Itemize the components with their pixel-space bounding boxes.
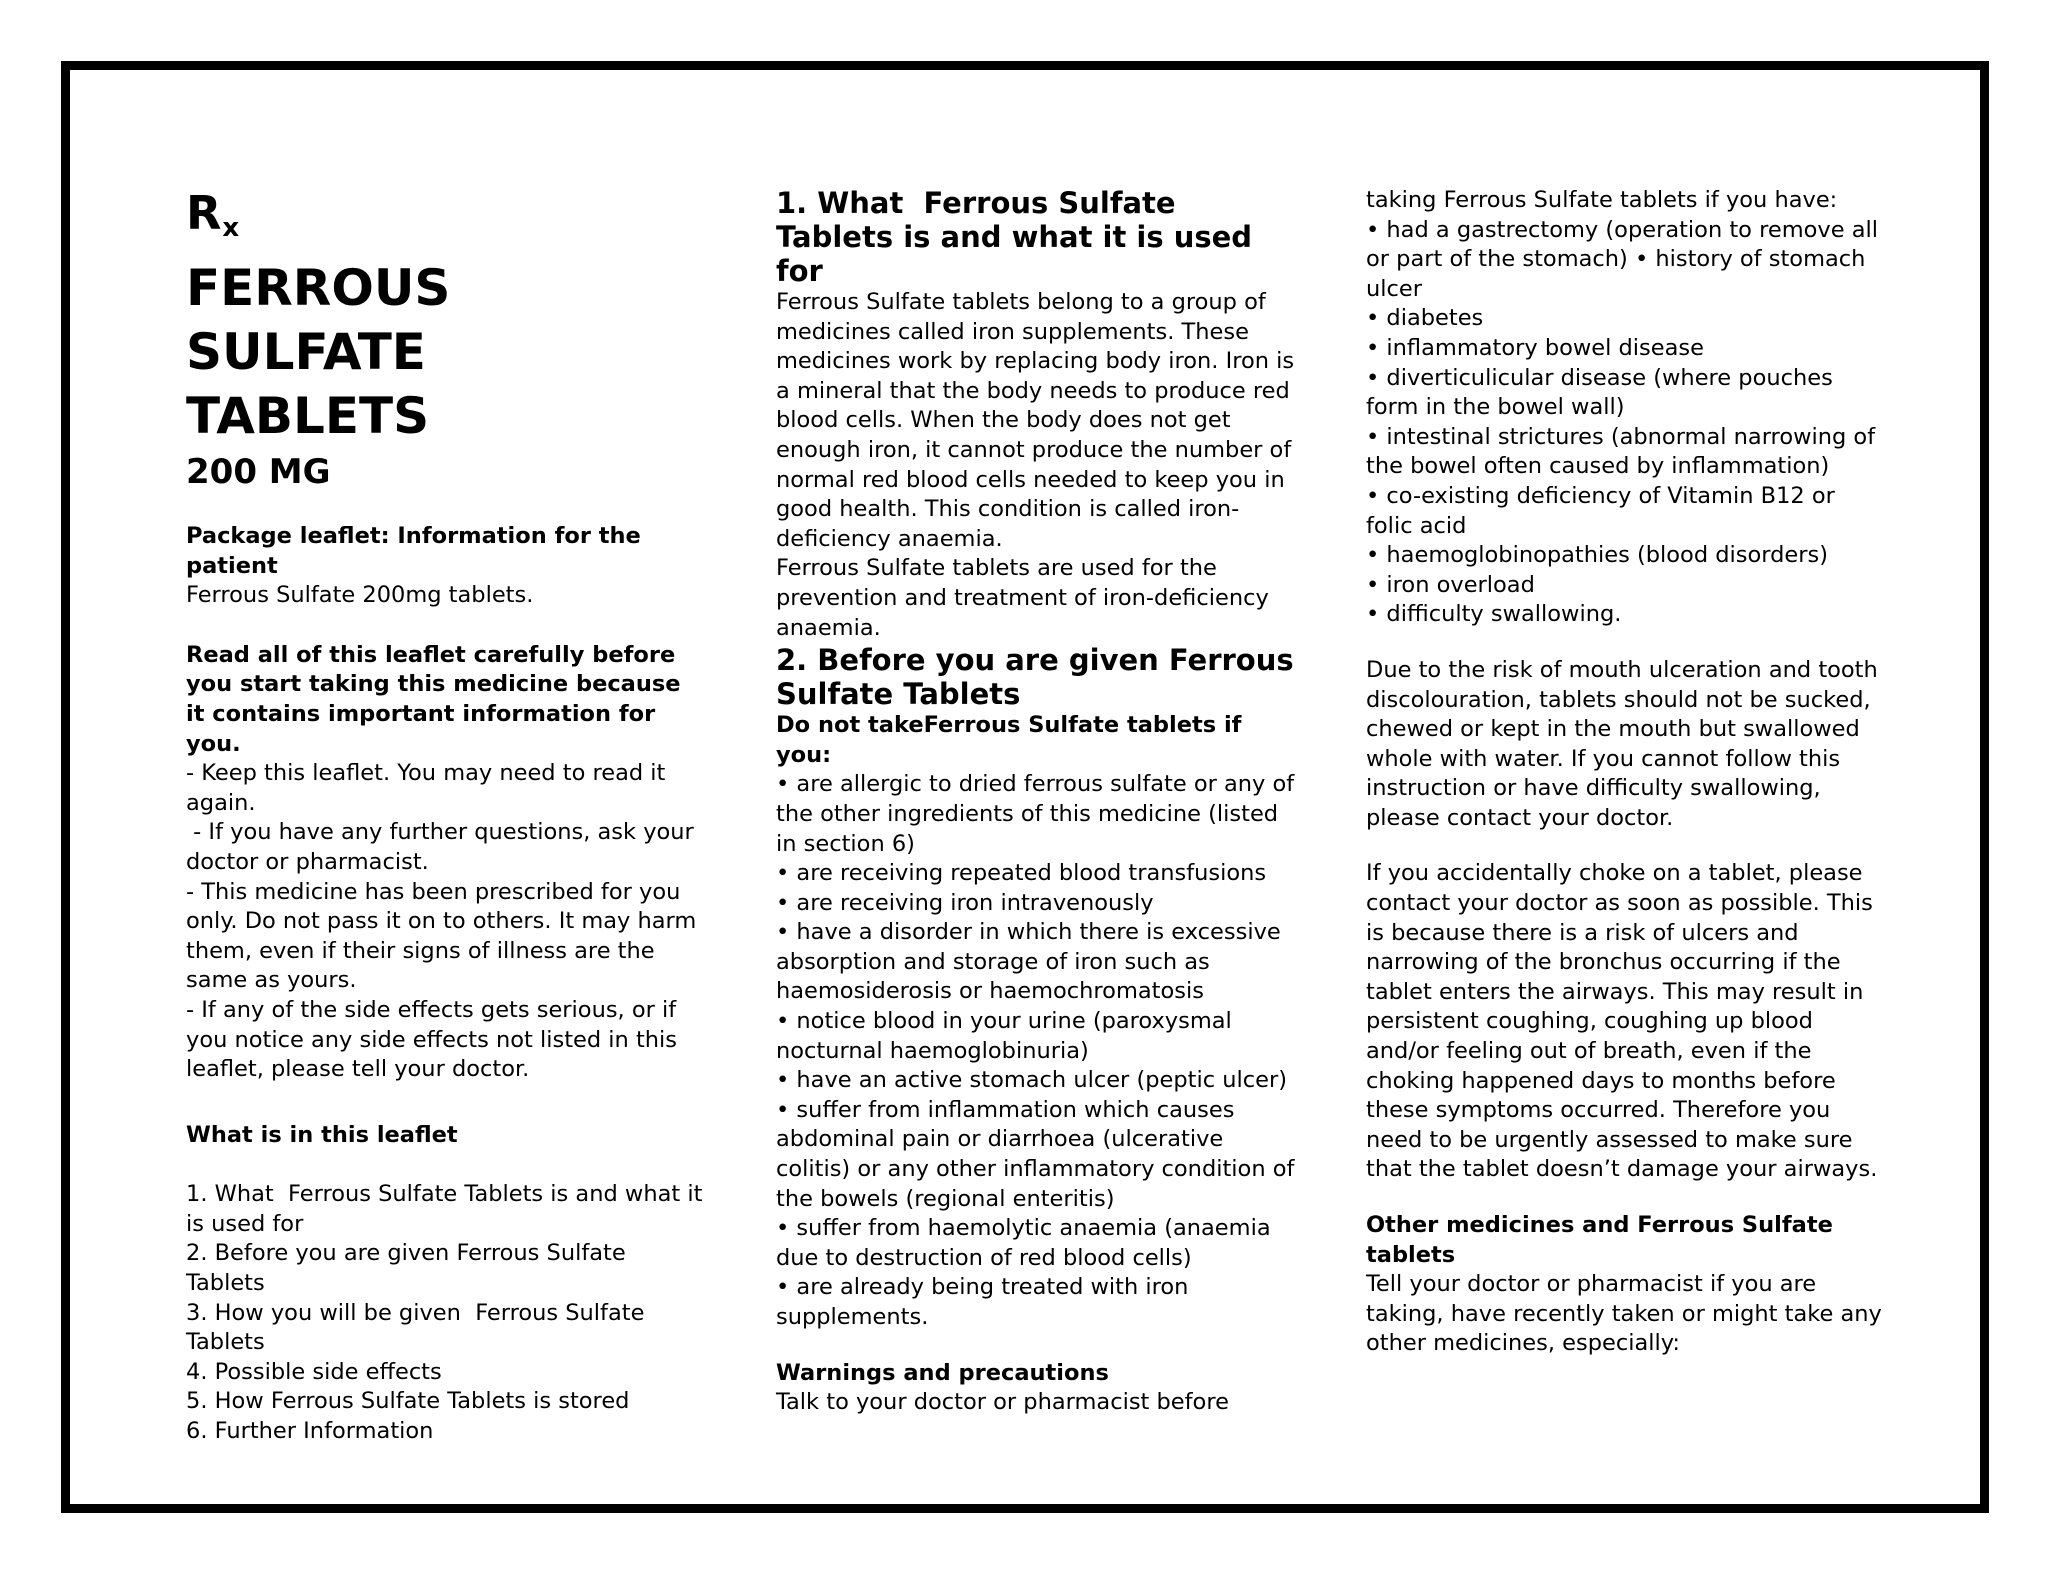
list-item: • suffer from haemolytic anaemia (anaemia due to destruction of red blood cells) — [776, 1215, 1271, 1271]
product-name: Ferrous Sulfate 200mg tablets. — [186, 582, 534, 609]
list-item: • are receiving repeated blood transfusions — [776, 860, 1267, 887]
list-item: 5. How Ferrous Sulfate Tablets is stored — [186, 1388, 630, 1415]
list-item: 6. Further Information — [186, 1418, 434, 1445]
section-2-heading: 2. Before you are given Ferrous Sulfate Tablets — [776, 643, 1294, 712]
list-item: • suffer from inflammation which causes abdominal pain or diarrhoea (ulcerative colitis) or any other inflammatory condition of the bowels (regional enteritis) — [776, 1096, 1295, 1212]
list-item: • iron overload — [1366, 571, 1535, 598]
contents-list — [186, 1180, 710, 1446]
warnings-intro: Talk to your doctor or pharmacist before — [776, 1389, 1229, 1416]
section-1-paragraph: Ferrous Sulfate tablets are used for the prevention and treatment of iron-deficiency anaemia. — [776, 555, 1269, 641]
list-item: 2. Before you are given Ferrous Sulfate Tablets — [186, 1240, 626, 1297]
list-item: - If you have any further questions, ask your doctor or pharmacist. — [186, 819, 701, 875]
other-medicines-heading: Other medicines and Ferrous Sulfate tablets — [1366, 1212, 1833, 1268]
list-item: - Keep this leaflet. You may need to read it again. — [186, 760, 673, 816]
do-not-take-heading: Do not takeFerrous Sulfate tablets if you: — [776, 712, 1242, 768]
product-strength: 200 MG — [186, 452, 331, 492]
read-carefully-heading: Read all of this leaflet carefully before you start taking this medicine because it contains important information for you. — [186, 641, 681, 757]
list-item: • co-existing deficiency of Vitamin B12 or folic acid — [1366, 482, 1835, 539]
list-item: • had a gastrectomy (operation to remove all or part of the stomach) • history of stomach ulcer — [1366, 216, 1878, 302]
list-item: • are receiving iron intravenously — [776, 889, 1154, 916]
list-item: • have a disorder in which there is excessive absorption and storage of iron such as haemosiderosis or haemochromatosis — [776, 919, 1281, 1005]
product-title-line-1: FERROUS SULFATE — [186, 259, 451, 381]
other-medicines-paragraph: Tell your doctor or pharmacist if you are taking, have recently taken or might take any other medicines, especially: — [1366, 1271, 1882, 1357]
list-item: 4. Possible side effects — [186, 1358, 442, 1385]
list-item: • are allergic to dried ferrous sulfate or any of the other ingredients of this medicine (listed in section 6) — [776, 771, 1295, 857]
list-item: • haemoglobinopathies (blood disorders) — [1366, 542, 1829, 569]
list-item: 1. What Ferrous Sulfate Tablets is and what it is used for — [186, 1181, 710, 1237]
product-title-line-2: TABLETS — [186, 387, 430, 445]
section-1-heading: 1. What Ferrous Sulfate Tablets is and what it is used for — [776, 186, 1263, 288]
list-item: 3. How you will be given Ferrous Sulfate Tablets — [186, 1299, 652, 1356]
list-item: • notice blood in your urine (paroxysmal nocturnal haemoglobinuria) — [776, 1008, 1232, 1064]
leaflet-heading: Package leaflet: Information for the patient — [186, 523, 641, 579]
list-item: • have an active stomach ulcer (peptic ulcer) — [776, 1067, 1287, 1094]
list-item: - If any of the side effects gets serious, or if you notice any side effects not listed in this leaflet, please tell your doctor. — [186, 996, 678, 1083]
section-1-paragraph: Ferrous Sulfate tablets belong to a group of medicines called iron supplements. These medicines work by replacing body iron. Iron is a mineral that the body needs to produce red blood cells. When the body does not get enough iron, it cannot produce the number of normal red blood cells needed to keep you in good health. This condition is called iron-deficiency anaemia. — [776, 289, 1295, 552]
list-item: - This medicine has been prescribed for you only. Do not pass it on to others. It may harm them, even if their signs of illness are the same as yours. — [186, 878, 697, 994]
list-item: • difficulty swallowing. — [1366, 601, 1622, 628]
column-2 — [776, 186, 1296, 1418]
list-item: • diverticulicular disease (where pouches form in the bowel wall) — [1366, 364, 1833, 421]
column-3 — [1366, 186, 1886, 1359]
warnings-list — [1366, 216, 1886, 630]
read-carefully-list — [186, 759, 706, 1085]
contents-heading: What is in this leaflet — [186, 1121, 458, 1148]
list-item: • intestinal strictures (abnormal narrowing of the bowel often caused by inflammation) — [1366, 423, 1876, 480]
ulceration-paragraph: Due to the risk of mouth ulceration and tooth discolouration, tablets should not be sucked, chewed or kept in the mouth but swallowed whole with water. If you cannot follow this instruction or have difficulty swallowing, please contact your doctor. — [1366, 656, 1878, 831]
column-1 — [186, 186, 710, 1447]
list-item: • are already being treated with iron supplements. — [776, 1274, 1189, 1330]
rx-symbol: $R_x$ — [186, 186, 240, 243]
list-item: • diabetes — [1366, 305, 1484, 332]
choking-paragraph: If you accidentally choke on a tablet, please contact your doctor as soon as possible. This is because there is a risk of ulcers and narrowing of the bronchus occurring if the tablet enters the airways. This may result in persistent coughing, coughing up blood and/or feeling out of breath, even if the choking happened days to months before these symptoms occurred. Therefore you need to be urgently assessed to make sure that the tablet doesn’t damage your airways. — [1366, 860, 1878, 1183]
warnings-heading: Warnings and precautions — [776, 1359, 1109, 1386]
do-not-take-list — [776, 770, 1296, 1332]
list-item: • inflammatory bowel disease — [1366, 334, 1704, 361]
warnings-continued: taking Ferrous Sulfate tablets if you have: — [1366, 187, 1838, 213]
